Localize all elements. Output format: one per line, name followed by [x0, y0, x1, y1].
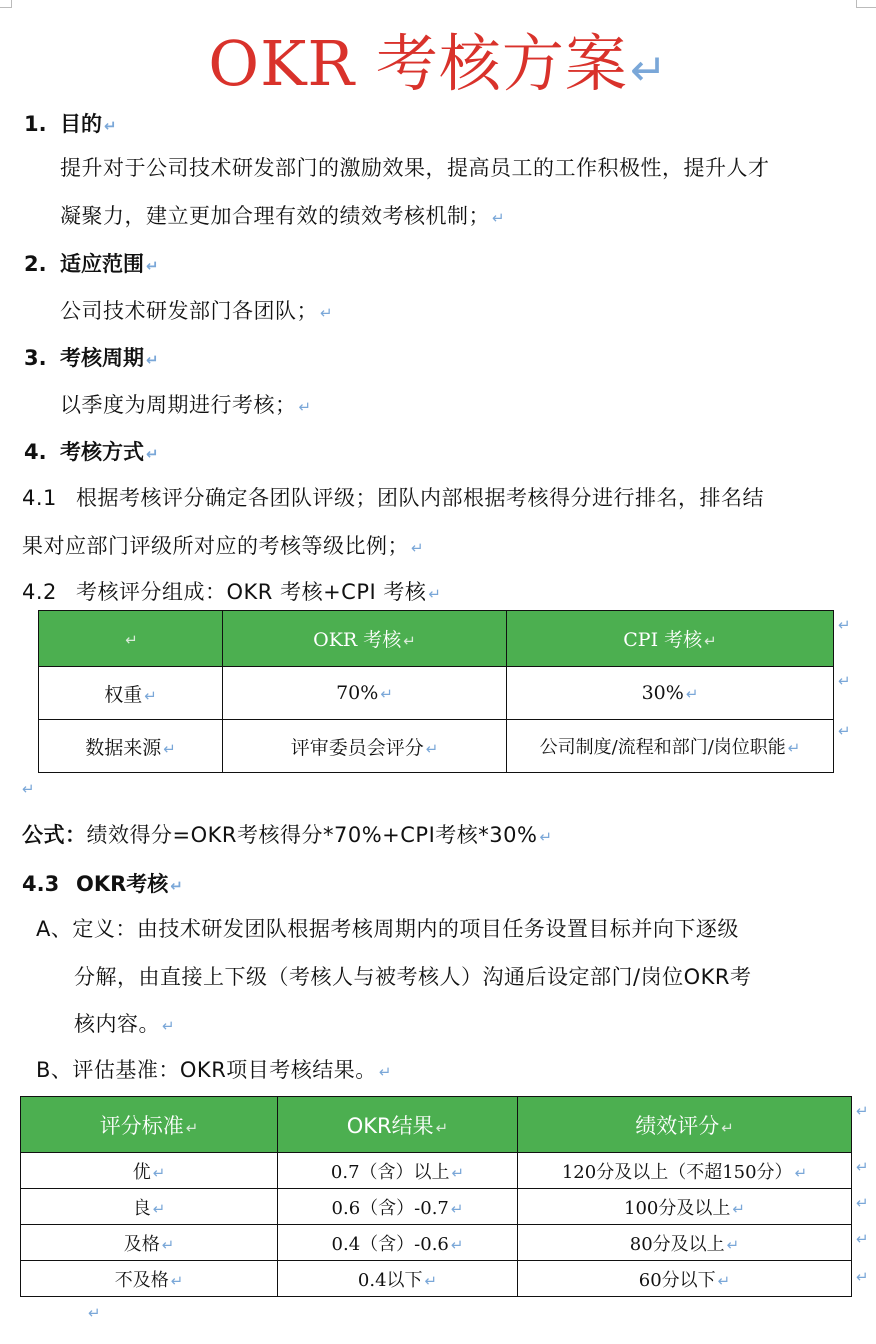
okr-score-table-header-cell: 评分标准 ↵	[21, 1097, 278, 1153]
document-title: OKR 考核方案↵	[208, 27, 668, 100]
table-row	[39, 667, 834, 720]
okr-definition-line3: 核内容。 ↵	[74, 1012, 176, 1036]
method-4-1-line1: 4.1 根据考核评分确定各团队评级；团队内部根据考核得分进行排名，排名结	[22, 486, 764, 510]
table-cell: 60分以下 ↵	[518, 1261, 852, 1297]
purpose-text-line1: 提升对于公司技术研发部门的激励效果，提高员工的工作积极性，提升人才	[60, 156, 770, 180]
okr-definition-line1: A、定义：由技术研发团队根据考核周期内的项目任务设置目标并向下逐级	[36, 917, 739, 941]
table-cell: 80分及以上 ↵	[518, 1225, 852, 1261]
table-cell: 权重 ↵	[39, 667, 223, 720]
table-cell: 不及格 ↵	[21, 1261, 278, 1297]
table-cell: 100分及以上 ↵	[518, 1189, 852, 1225]
table-cell: 0.4以下 ↵	[278, 1261, 518, 1297]
table-cell: 数据来源 ↵	[39, 720, 223, 773]
table-cell: 0.4（含）-0.6 ↵	[278, 1225, 518, 1261]
purpose-text-line2: 凝聚力，建立更加合理有效的绩效考核机制； ↵	[60, 204, 506, 228]
row-end-mark: ↵	[856, 1102, 869, 1120]
section-heading-purpose: 1. 目的 ↵	[24, 112, 117, 136]
row-end-mark: ↵	[856, 1194, 869, 1212]
row-end-mark: ↵	[838, 616, 851, 634]
row-end-mark: ↵	[856, 1230, 869, 1248]
page-corner-mark-right	[856, 0, 876, 8]
table-cell: 公司制度/流程和部门/岗位职能 ↵	[507, 720, 834, 773]
table-cell: 0.7（含）以上 ↵	[278, 1153, 518, 1189]
section-heading-scope: 2. 适应范围 ↵	[24, 252, 159, 276]
table-cell: 评审委员会评分 ↵	[223, 720, 507, 773]
formula-line: 公式：绩效得分=OKR考核得分*70%+CPI考核*30% ↵	[22, 823, 553, 847]
method-4-1-line2: 果对应部门评级所对应的考核等级比例； ↵	[22, 534, 425, 558]
cycle-text: 以季度为周期进行考核； ↵	[60, 393, 312, 417]
weight-table	[38, 610, 834, 773]
table-row	[21, 1261, 852, 1297]
okr-score-table-header-cell: OKR结果 ↵	[278, 1097, 518, 1153]
table-cell: 70% ↵	[223, 667, 507, 720]
table-cell: 及格 ↵	[21, 1225, 278, 1261]
table-row	[21, 1225, 852, 1261]
row-end-mark: ↵	[856, 1268, 869, 1286]
okr-score-table	[20, 1096, 852, 1297]
table-cell: 120分及以上（不超150分） ↵	[518, 1153, 852, 1189]
row-end-mark: ↵	[838, 722, 851, 740]
row-end-mark: ↵	[838, 672, 851, 690]
weight-table-header-cell: ↵	[39, 611, 223, 667]
section-heading-cycle: 3. 考核周期 ↵	[24, 346, 159, 370]
page-corner-mark-left	[0, 0, 12, 8]
table-cell: 良 ↵	[21, 1189, 278, 1225]
weight-table-header	[39, 611, 834, 667]
table-cell: 0.6（含）-0.7 ↵	[278, 1189, 518, 1225]
scope-text: 公司技术研发部门各团队； ↵	[60, 299, 334, 323]
table-cell: 30% ↵	[507, 667, 834, 720]
okr-definition-line2: 分解，由直接上下级（考核人与被考核人）沟通后设定部门/岗位OKR考	[74, 965, 752, 989]
table-row	[21, 1153, 852, 1189]
weight-table-header-cell: OKR 考核 ↵	[223, 611, 507, 667]
row-end-mark: ↵	[856, 1158, 869, 1176]
table-cell: 优 ↵	[21, 1153, 278, 1189]
okr-score-table-header	[21, 1097, 852, 1153]
section-heading-okr: 4.3 OKR考核 ↵	[22, 872, 183, 896]
weight-table-header-cell: CPI 考核 ↵	[507, 611, 834, 667]
okr-criteria-line: B、评估基准：OKR项目考核结果。 ↵	[36, 1058, 392, 1082]
table-row	[21, 1189, 852, 1225]
table-row	[39, 720, 834, 773]
method-4-2-line: 4.2 考核评分组成：OKR 考核+CPI 考核 ↵	[22, 580, 442, 604]
paragraph-mark: ↵	[22, 780, 35, 798]
okr-score-table-header-cell: 绩效评分 ↵	[518, 1097, 852, 1153]
paragraph-mark: ↵	[88, 1304, 101, 1322]
section-heading-method: 4. 考核方式 ↵	[24, 440, 159, 464]
